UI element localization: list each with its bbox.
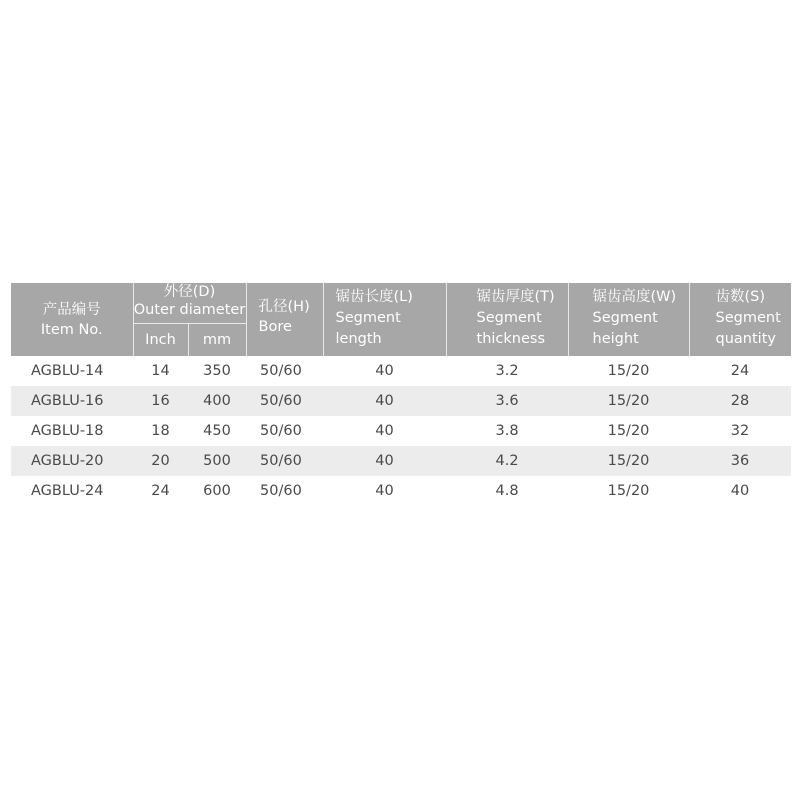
header-segment-thickness: [446, 283, 568, 356]
cell-height: 15/20: [607, 423, 650, 439]
header-segment-quantity: [689, 283, 791, 356]
cell-mm: 450: [203, 423, 231, 439]
cell-inch: 20: [133, 446, 188, 476]
cell-length: 40: [375, 423, 394, 439]
header-mm: mm: [188, 324, 246, 357]
header-seghgt-zh: 锯齿高度(W): [592, 289, 677, 305]
cell-height: 15/20: [607, 483, 650, 499]
header-item-no: [11, 283, 133, 356]
header-segthk-en1: Segment: [476, 310, 542, 326]
cell-bore: 50/60: [246, 446, 323, 476]
table-body: [11, 356, 791, 506]
table-row: [11, 386, 791, 416]
header-outer-diameter: [133, 283, 246, 324]
cell-thickness: 4.8: [495, 483, 519, 499]
table-row: [11, 446, 791, 476]
header-seglen-zh: 锯齿长度(L): [335, 289, 413, 305]
cell-length: 40: [375, 363, 394, 379]
header-inch: Inch: [133, 324, 188, 357]
cell-inch: 24: [151, 483, 170, 499]
cell-quantity: 36: [689, 446, 791, 476]
cell-mm: 500: [188, 446, 246, 476]
cell-quantity: 28: [689, 386, 791, 416]
header-bore-en: Bore: [258, 319, 292, 335]
cell-item: AGBLU-18: [31, 423, 104, 439]
cell-item: AGBLU-24: [31, 483, 104, 499]
header-seghgt-en1: Segment: [592, 310, 658, 326]
table-row: [11, 356, 791, 386]
spec-table: [11, 283, 791, 506]
header-segment-height: [568, 283, 689, 356]
header-outer-zh: 外径(D): [163, 284, 216, 300]
cell-bore: 50/60: [260, 483, 302, 499]
header-seghgt-en2: height: [592, 331, 639, 347]
table-header: [11, 283, 791, 356]
cell-item: AGBLU-20: [11, 446, 133, 476]
cell-bore: 50/60: [260, 363, 302, 379]
cell-inch: 14: [151, 363, 170, 379]
cell-quantity: 32: [730, 423, 750, 439]
header-segqty-en2: quantity: [715, 331, 776, 347]
cell-thickness: 4.2: [446, 446, 568, 476]
header-segthk-en2: thickness: [476, 331, 546, 347]
cell-item: AGBLU-16: [11, 386, 133, 416]
cell-thickness: 3.8: [495, 423, 519, 439]
cell-length: 40: [323, 446, 446, 476]
header-segment-length: [323, 283, 446, 356]
cell-thickness: 3.6: [446, 386, 568, 416]
header-bore: [246, 283, 323, 356]
cell-quantity: 40: [730, 483, 750, 499]
cell-inch: 16: [133, 386, 188, 416]
cell-length: 40: [323, 386, 446, 416]
header-segthk-zh: 锯齿厚度(T): [476, 289, 555, 305]
header-item-en: Item No.: [40, 321, 103, 338]
cell-item: AGBLU-14: [31, 363, 104, 379]
cell-quantity: 24: [730, 363, 750, 379]
table-row: [11, 416, 791, 446]
cell-height: 15/20: [568, 386, 689, 416]
cell-mm: 600: [203, 483, 231, 499]
header-seglen-en1: Segment: [335, 310, 401, 326]
table-row: [11, 476, 791, 506]
cell-bore: 50/60: [246, 386, 323, 416]
header-item-zh: 产品编号: [42, 301, 101, 318]
cell-bore: 50/60: [260, 423, 302, 439]
cell-thickness: 3.2: [495, 363, 519, 379]
cell-height: 15/20: [568, 446, 689, 476]
header-outer-en: Outer diameter: [133, 302, 246, 318]
cell-height: 15/20: [607, 363, 650, 379]
header-segqty-zh: 齿数(S): [715, 289, 766, 305]
header-bore-zh: 孔径(H): [258, 299, 310, 315]
cell-inch: 18: [151, 423, 170, 439]
header-segqty-en1: Segment: [715, 310, 781, 326]
cell-length: 40: [375, 483, 394, 499]
spec-table-container: [11, 283, 791, 506]
cell-mm: 400: [188, 386, 246, 416]
header-seglen-en2: length: [335, 331, 382, 347]
cell-mm: 350: [203, 363, 231, 379]
